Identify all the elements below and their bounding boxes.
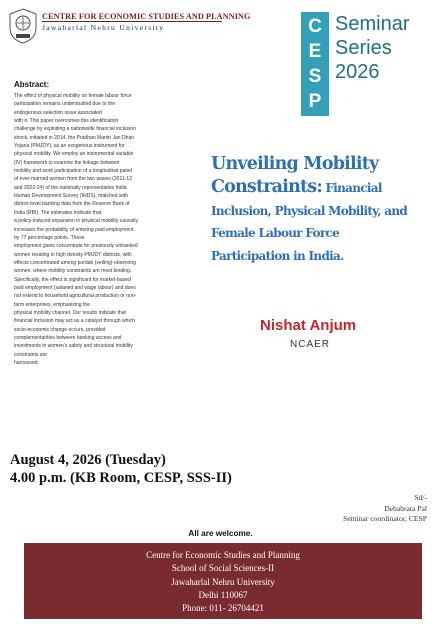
title-line: Female Labour Force (211, 226, 340, 241)
title-emphasis: Constraints: (211, 177, 322, 197)
cesp-letter: E (308, 41, 322, 62)
seminar-date: August 4, 2026 (Tuesday) (10, 452, 166, 468)
footer-line: Centre for Economic Studies and Planning (146, 550, 300, 560)
centre-name: CENTRE FOR ECONOMIC STUDIES AND PLANNING (42, 12, 251, 21)
abstract-line: participation remains understudied due to the (14, 101, 116, 108)
abstract-line: not extend to household agricultural production or non- (14, 293, 137, 300)
abstract-line: socio-economic change occurs, provided (14, 326, 106, 333)
seminar-series-label (335, 12, 409, 84)
abstract-line: of ever-married women from the two waves (2011-12 (14, 176, 132, 183)
abstract-line: with it. This paper overcomes this identification (14, 118, 119, 125)
speaker-affiliation: NCAER (290, 339, 331, 350)
abstract-line: employment gains concentrate for previously unbanked (14, 243, 138, 250)
abstract-line: by 77 percentage points. These (14, 234, 85, 241)
university-emblem-icon (8, 8, 38, 44)
seminar-time-venue: 4.00 p.m. (KB Room, CESP, SSS-II) (10, 470, 232, 486)
speaker-name: Nishat Anjum (260, 317, 357, 334)
abstract-line: a policy-induced expansion in physical mobility causally (14, 218, 138, 225)
header-divider (42, 21, 222, 22)
abstract-heading: Abstract: (14, 80, 50, 89)
footer-address (24, 543, 422, 619)
abstract-line: mobility and work participation of a longitudinal panel (14, 168, 133, 175)
cesp-letter: C (308, 16, 322, 37)
signature-name: Debabrata Pal (384, 503, 427, 513)
abstract-line: constraints are (14, 351, 48, 358)
abstract-line: (IV) framework to examine the linkage between (14, 159, 120, 166)
abstract-line: challenge by exploiting a nationwide financial inclusion (14, 126, 136, 133)
signature-block (343, 493, 427, 525)
abstract-line: India (RBI). The estimates indicate that (14, 209, 102, 216)
university-name: Jawaharlal Nehru University (42, 23, 165, 32)
abstract-line: women, where mobility constraints are most binding. (14, 268, 132, 275)
abstract-line: farm enterprises, emphasizing the (14, 301, 91, 308)
series-line: Seminar (335, 13, 410, 35)
welcome-note: All are welcome. (188, 529, 253, 538)
abstract-line: investments in women's safety and structural mobility (14, 343, 133, 350)
series-year: 2026 (335, 61, 380, 83)
cesp-letter: S (308, 66, 322, 87)
abstract-line: endogenous selection issue associated (14, 109, 102, 116)
abstract-line: Yojana (PMJDY), as an exogenous instrument for (14, 143, 125, 150)
footer-line: School of Social Sciences-II (171, 563, 275, 574)
title-line: Unveiling Mobility (211, 154, 379, 174)
abstract-line: women residing in high density PMJDY districts, with (14, 251, 132, 258)
abstract-line: district-level banking data from the Reserve Bank of (14, 201, 130, 208)
abstract-line: effects concentrated among purdah (veiling)-observing (14, 259, 136, 266)
signature-sd: Sd/- (414, 493, 427, 502)
abstract-line: physical mobility. We employ an instrumental variable (14, 151, 134, 158)
abstract-line: The effect of physical mobility on female labour force (14, 93, 132, 99)
abstract-line: and 2022-24) of the nationally representative India (14, 184, 127, 191)
abstract-body (14, 92, 198, 367)
footer-line: Jawaharlal Nehru University (171, 576, 275, 587)
abstract-line: complementarities between banking access and (14, 334, 122, 341)
signature-role: Seminar coordinator, CESP (343, 514, 427, 523)
title-line (211, 176, 439, 200)
abstract-line: increases the probability of entering paid employment (14, 226, 134, 233)
abstract-line: physical mobility channel. Our results indicate that (14, 309, 126, 316)
abstract-line: paid employment (salaried and wage labour) and does (14, 284, 136, 291)
talk-title (211, 152, 439, 268)
abstract-line: shock, initiated in 2014, the Pradhan Mantri Jan Dhan (14, 134, 135, 141)
abstract-line: harnessed. (14, 360, 39, 366)
abstract-line: Human Development Survey (IHDS), matched with (14, 193, 128, 200)
title-line: Inclusion, Physical Mobility, and (211, 203, 408, 218)
footer-line: Delhi 110067 (198, 589, 248, 600)
cesp-badge (301, 12, 329, 116)
title-line: Participation in India. (211, 249, 344, 264)
series-line: Series (335, 37, 392, 59)
title-line-rest: Financial (322, 181, 382, 195)
cesp-letter: P (308, 91, 322, 112)
abstract-line: financial inclusion may act as a catalyst through which (14, 318, 135, 325)
abstract-line: Specifically, the effect is significant for market-based (14, 276, 131, 283)
footer-phone: Phone: 011- 26704421 (182, 603, 264, 614)
